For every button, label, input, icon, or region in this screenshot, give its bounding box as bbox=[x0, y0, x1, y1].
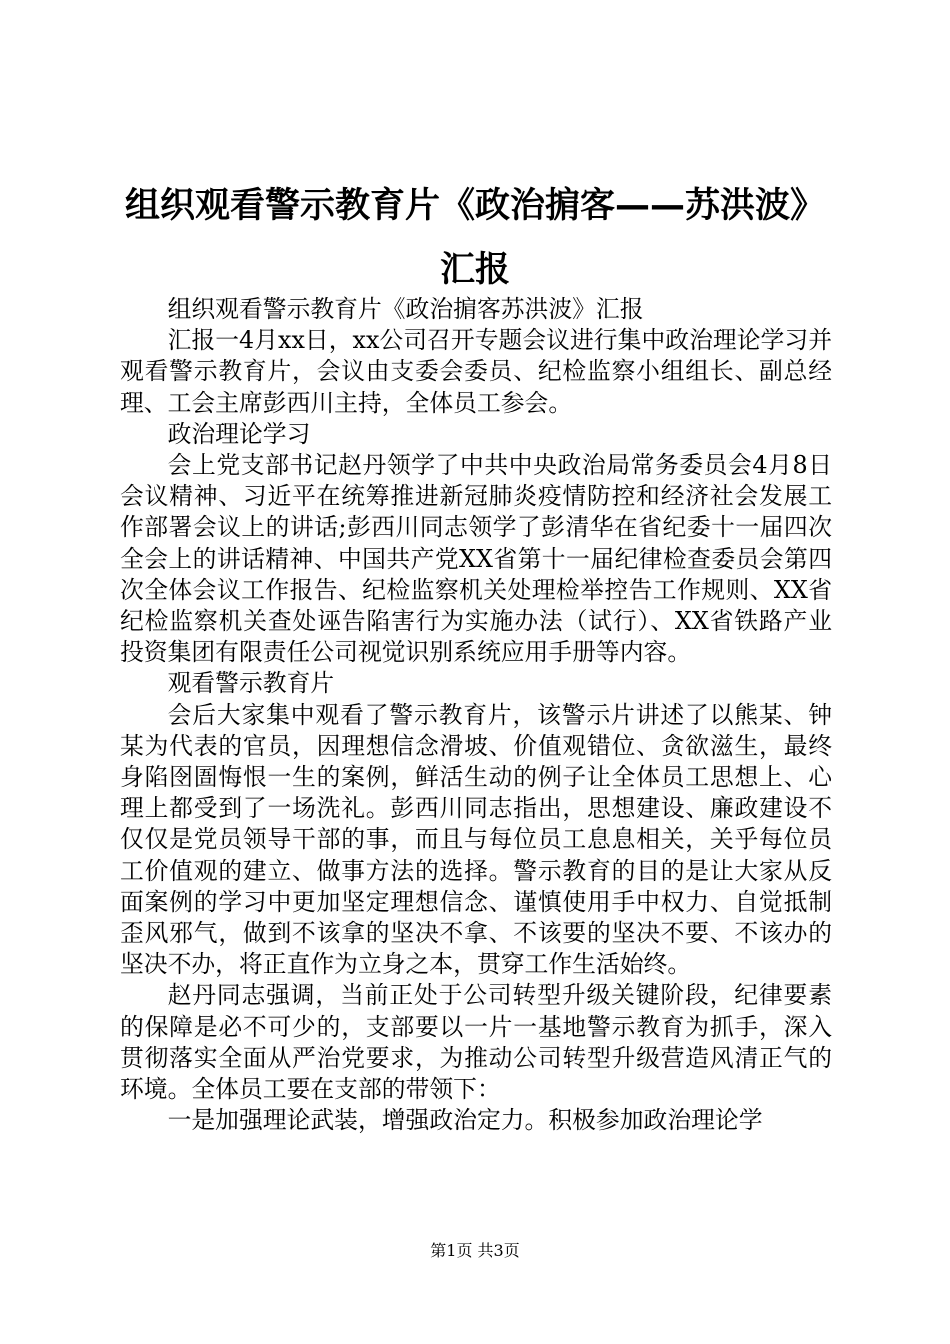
page-number-footer: 第1页 共3页 bbox=[430, 1241, 520, 1260]
warning-film-paragraph: 会后大家集中观看了警示教育片，该警示片讲述了以熊某、钟某为代表的官员，因理想信念滑坡、价值观错位、贪欲滋生，最终身陷囹圄悔恨一生的案例，鲜活生动的例子让全体员工思想上、心理上都受到了一场洗礼。彭西川同志指出，思想建设、廉政建设不仅仅是党员领导干部的事，而且与每位员工息息相关，关乎每位员工价值观的建立、做事方法的选择。警示教育的目的是让大家从反面案例的学习中更加坚定理想信念、谨慎使用手中权力、自觉抵制歪风邪气，做到不该拿的坚决不拿、不该要的坚决不要、不该办的坚决不办，将正直作为立身之本，贯穿工作生活始终。 bbox=[120, 700, 832, 979]
document-body bbox=[120, 294, 832, 1136]
emphasis-paragraph: 赵丹同志强调，当前正处于公司转型升级关键阶段，纪律要素的保障是必不可少的，支部要以一片一基地警示教育为抓手，深入贯彻落实全面从严治党要求，为推动公司转型升级营造风清正气的环境。全体员工要在支部的带领下： bbox=[120, 981, 832, 1104]
point-one-paragraph: 一是加强理论武装，增强政治定力。积极参加政治理论学 bbox=[167, 1106, 763, 1135]
document-title-line-1: 组织观看警示教育片《政治掮客——苏洪波》 bbox=[124, 186, 825, 226]
theory-study-paragraph: 会上党支部书记赵丹领学了中共中央政治局常务委员会4月8日会议精神、习近平在统筹推进新冠肺炎疫情防控和经济社会发展工作部署会议上的讲话;彭西川同志领学了彭清华在省纪委十一届四次全会上的讲话精神、中国共产党XX省第十一届纪律检查委员会第四次全体会议工作报告、纪检监察机关处理检举控告工作规则、XX省纪检监察机关查处诬告陷害行为实施办法（试行）、XX省铁路产业投资集团有限责任公司视觉识别系统应用手册等内容。 bbox=[120, 451, 832, 667]
section-heading-theory-study: 政治理论学习 bbox=[167, 419, 311, 448]
section-heading-warning-film: 观看警示教育片 bbox=[167, 669, 335, 698]
intro-paragraph: 汇报一4月xx日，xx公司召开专题会议进行集中政治理论学习并观看警示教育片，会议由支委会委员、纪检监察小组组长、副总经理、工会主席彭西川主持，全体员工参会。 bbox=[120, 326, 832, 417]
subtitle-paragraph: 组织观看警示教育片《政治掮客苏洪波》汇报 bbox=[167, 295, 644, 323]
document-title-line-2: 汇报 bbox=[439, 250, 510, 290]
